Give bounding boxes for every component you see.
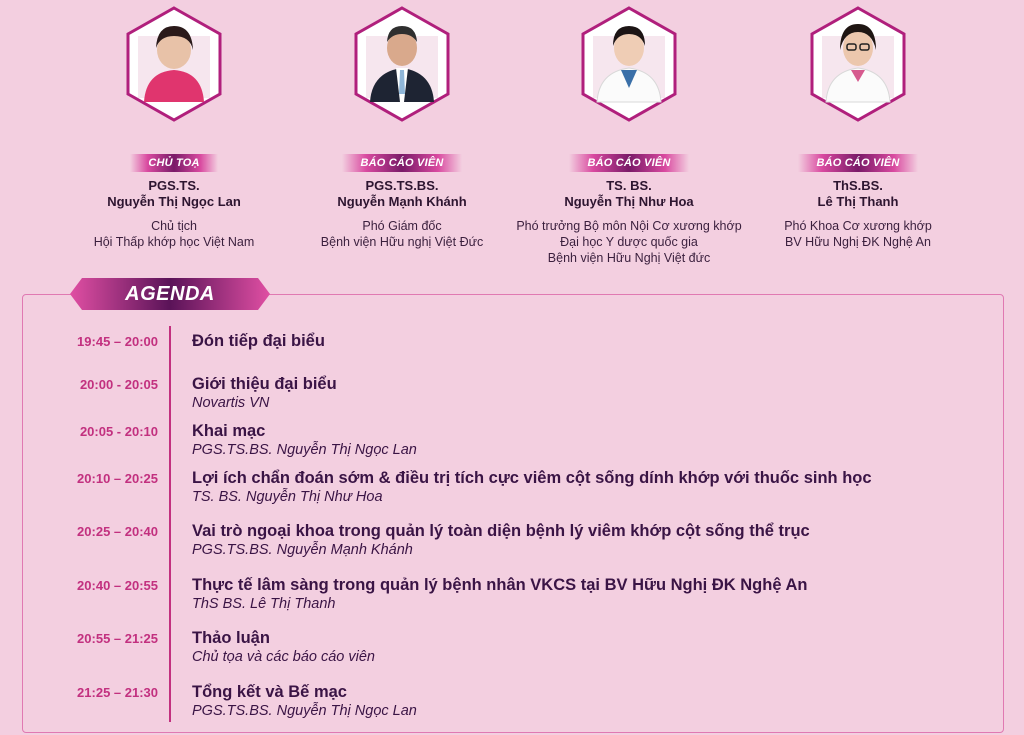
agenda-heading-tag xyxy=(70,278,270,310)
agenda-time: 20:05 - 20:10 xyxy=(79,424,158,439)
speaker-position: Chủ tịch xyxy=(151,219,197,233)
speaker-position: Phó Giám đốc xyxy=(362,219,442,233)
speakers-section xyxy=(0,0,1024,270)
speaker-title: PGS.TS.BS. xyxy=(365,178,439,193)
speaker-organization: Đại học Y dược quốc gia xyxy=(560,235,698,249)
speaker-photo xyxy=(579,6,679,122)
speaker-position: Phó trưởng Bộ môn Nội Cơ xương khớp xyxy=(516,219,742,233)
speaker-photo xyxy=(124,6,224,122)
speaker-hospital: Bệnh viện Hữu Nghị Việt đức xyxy=(547,251,711,265)
role-badge: BÁO CÁO VIÊN xyxy=(569,154,688,172)
agenda-time: 20:25 – 20:40 xyxy=(77,524,158,539)
speaker-name: Nguyễn Thị Ngọc Lan xyxy=(107,194,241,209)
speaker-title: PGS.TS. xyxy=(148,178,200,193)
speaker-name: Lê Thị Thanh xyxy=(817,194,899,209)
agenda-title: Đón tiếp đại biểu xyxy=(192,332,325,350)
speaker-card xyxy=(499,0,759,266)
speaker-organization: Bệnh viện Hữu nghị Việt Đức xyxy=(320,235,484,249)
agenda-title: Thực tế lâm sàng trong quản lý bệnh nhân VKCS tại BV Hữu Nghị ĐK Nghệ An xyxy=(192,576,808,594)
speaker-photo xyxy=(352,6,452,122)
agenda-speaker: PGS.TS.BS. Nguyễn Thị Ngọc Lan xyxy=(192,703,417,719)
agenda-title: Vai trò ngoại khoa trong quản lý toàn diện bệnh lý viêm khớp cột sống thể trục xyxy=(192,522,810,540)
agenda-title: Khai mạc xyxy=(192,422,266,440)
role-badge: CHỦ TOẠ xyxy=(130,154,217,172)
role-badge: BÁO CÁO VIÊN xyxy=(342,154,461,172)
agenda-title: Giới thiệu đại biểu xyxy=(192,375,337,393)
speaker-card xyxy=(728,0,988,250)
speaker-photo xyxy=(808,6,908,122)
speaker-name: Nguyễn Mạnh Khánh xyxy=(337,194,467,209)
agenda-time: 19:45 – 20:00 xyxy=(77,334,158,349)
agenda-time: 20:55 – 21:25 xyxy=(77,631,158,646)
agenda-time: 21:25 – 21:30 xyxy=(77,685,158,700)
agenda-time: 20:40 – 20:55 xyxy=(77,578,158,593)
agenda-speaker: ThS BS. Lê Thị Thanh xyxy=(192,596,336,612)
agenda-speaker: PGS.TS.BS. Nguyễn Thị Ngọc Lan xyxy=(192,442,417,458)
agenda-heading: AGENDA xyxy=(125,283,215,305)
speaker-position: Phó Khoa Cơ xương khớp xyxy=(784,219,932,233)
speaker-title: TS. BS. xyxy=(606,178,652,193)
agenda-title: Tổng kết và Bế mạc xyxy=(192,683,347,701)
timeline-line xyxy=(169,326,171,722)
speaker-card xyxy=(272,0,532,250)
agenda-speaker: Chủ tọa và các báo cáo viên xyxy=(192,649,375,665)
speaker-card xyxy=(44,0,304,250)
speaker-organization: BV Hữu Nghị ĐK Nghệ An xyxy=(785,235,931,249)
speaker-title: ThS.BS. xyxy=(833,178,883,193)
agenda-title: Thảo luận xyxy=(192,629,270,647)
agenda-time: 20:00 - 20:05 xyxy=(79,377,158,392)
agenda-speaker: PGS.TS.BS. Nguyễn Mạnh Khánh xyxy=(192,542,413,558)
speaker-name: Nguyễn Thị Như Hoa xyxy=(564,194,694,209)
agenda-speaker: Novartis VN xyxy=(192,395,270,411)
agenda-title: Lợi ích chẩn đoán sớm & điều trị tích cực viêm cột sống dính khớp với thuốc sinh học xyxy=(192,469,872,487)
agenda-time: 20:10 – 20:25 xyxy=(77,471,158,486)
agenda-speaker: TS. BS. Nguyễn Thị Như Hoa xyxy=(192,489,383,505)
speaker-organization: Hội Thấp khớp học Việt Nam xyxy=(93,235,255,249)
role-badge: BÁO CÁO VIÊN xyxy=(798,154,917,172)
